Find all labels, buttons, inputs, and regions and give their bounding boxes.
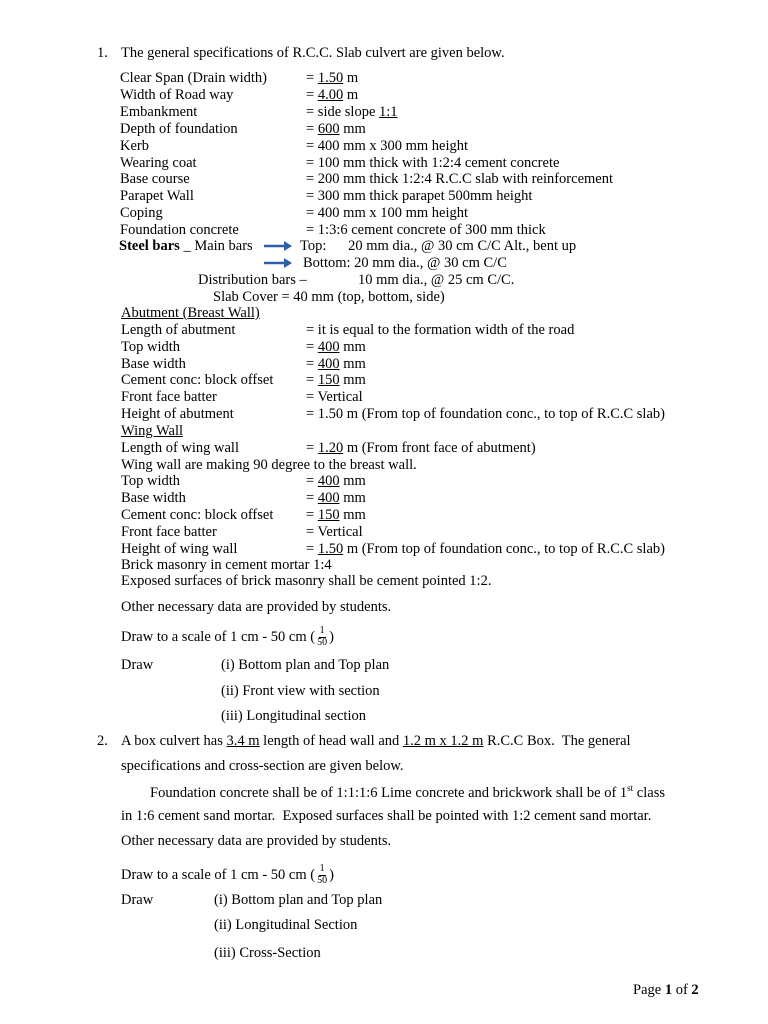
abutment-row-label: Base width [121,355,186,372]
wing-row-value: = 1.50 m (From top of foundation conc., to top of R.C.C slab) [306,540,665,557]
q2-scale-fraction: $\frac{1}{50}$ [317,863,328,886]
spec-row-label: Foundation concrete [120,222,239,239]
spec-row-value: = 4.00 m [306,86,359,103]
q2-draw-item-1: (i) Bottom plan and Top plan [214,892,383,908]
wing-row-value: = 400 mm [306,473,366,489]
abutment-row-value: = 400 mm [306,355,366,372]
abutment-row-label: Cement conc: block offset [121,372,274,389]
q2-line-1: A box culvert has 3.4 m length of head wall and 1.2 m x 1.2 m R.C.C Box. The general [121,733,631,749]
abutment-row-label: Front face batter [121,389,217,406]
spec-row-label: Wearing coat [120,154,197,171]
exposed-surfaces: Exposed surfaces of brick masonry shall be cement pointed 1:2. [121,573,492,589]
q2-scale: Draw to a scale of 1 cm - 50 cm ( $\frac{1}{50}$ ) [121,863,334,886]
top-bars-spec: Top: 20 mm dia., @ 30 cm C/C Alt., bent up [300,238,577,254]
abutment-row-label: Length of abutment [121,322,236,338]
abutment-row-value: = it is equal to the formation width of the road [306,322,575,338]
q2-draw-item-2: (ii) Longitudinal Section [214,917,358,933]
spec-row-label: Width of Road way [120,86,234,103]
q1-draw-item-1: (i) Bottom plan and Top plan [221,657,390,673]
page-total: 2 [691,982,699,998]
abutment-heading: Abutment (Breast Wall) [121,305,260,321]
q2-line-3: Foundation concrete shall be of 1:1:1:6 Lime concrete and brickwork shall be of 1st class [150,783,665,801]
page-current: 1 [664,982,673,998]
wing-row-label: Cement conc: block offset [121,506,274,523]
spec-row-label: Clear Span (Drain width) [120,70,267,86]
wing-length-value: = 1.20 m (From front face of abutment) [306,440,536,456]
distribution-bars-value: 10 mm dia., @ 25 cm C/C. [358,272,515,288]
slab-cover: Slab Cover = 40 mm (top, bottom, side) [213,289,445,305]
q1-other-data: Other necessary data are provided by students. [121,599,392,615]
spec-row-label: Depth of foundation [120,120,238,137]
wing-row-label: Base width [121,489,186,506]
abutment-row-label: Height of abutment [121,406,234,422]
q1-intro: The general specifications of R.C.C. Slab culvert are given below. [121,45,505,61]
arrow-icon-bottom [263,257,293,269]
q2-line-2: specifications and cross-section are given below. [121,758,404,774]
spec-row-value: = 100 mm thick with 1:2:4 cement concrete [306,154,560,171]
distribution-bars-label: Distribution bars – [198,272,307,288]
brick-masonry: Brick masonry in cement mortar 1:4 [121,557,332,573]
spec-row-value: = 1.50 m [306,70,359,86]
spec-row-value: = 1:3:6 cement concrete of 300 mm thick [306,222,546,239]
wing-row-label: Top width [121,473,180,489]
steel-bars-label: Steel bars [119,238,180,254]
arrow-icon-top [263,240,293,252]
wing-wall-heading: Wing Wall [121,423,184,439]
spec-row-label: Coping [120,205,163,222]
q2-line-4: in 1:6 cement sand mortar. Exposed surfaces shall be pointed with 1:2 cement sand mortar. [121,808,652,824]
q1-draw-label: Draw [121,657,154,673]
spec-row-value: = 400 mm x 100 mm height [306,205,469,222]
q1-draw-item-3: (iii) Longitudinal section [221,708,366,724]
spec-row-label: Base course [120,171,190,188]
abutment-row-value: = 150 mm [306,372,366,389]
bottom-bars-spec: Bottom: 20 mm dia., @ 30 cm C/C [303,255,507,271]
spec-row-value: = 400 mm x 300 mm height [306,137,469,154]
spec-row-value: = 300 mm thick parapet 500mm height [306,188,533,205]
q1-scale-fraction: $\frac{1}{50}$ [317,625,328,648]
page-footer: Page 1 of 2 [633,982,699,998]
wing-note: Wing wall are making 90 degree to the breast wall. [121,457,417,473]
q1-scale: Draw to a scale of 1 cm - 50 cm ( $\frac{1}{50}$ ) [121,625,334,648]
spec-row-label: Kerb [120,137,149,154]
abutment-row-value: = Vertical [306,389,363,406]
wing-row-value: = 150 mm [306,506,366,523]
wing-row-label: Front face batter [121,523,217,540]
q1-draw-item-2: (ii) Front view with section [221,683,380,699]
abutment-row-value: = 400 mm [306,338,366,355]
q2-draw-label: Draw [121,892,154,908]
q1-number: 1. [97,45,108,61]
spec-row-value: = 600 mm [306,120,366,137]
spec-row-label: Parapet Wall [120,188,194,205]
spec-row-label: Embankment [120,103,198,120]
wing-row-label: Height of wing wall [121,540,238,557]
q2-draw-item-3: (iii) Cross-Section [214,945,321,961]
wing-length-label: Length of wing wall [121,440,239,456]
spec-row-value: = side slope 1:1 [306,103,398,120]
q2-number: 2. [97,733,108,749]
wing-row-value: = Vertical [306,523,363,540]
main-bars-label: _ Main bars [179,238,253,254]
wing-row-value: = 400 mm [306,489,366,506]
q2-other-data: Other necessary data are provided by students. [121,833,392,849]
abutment-row-label: Top width [121,338,180,355]
abutment-row-value: = 1.50 m (From top of foundation conc., to top of R.C.C slab) [306,406,665,422]
spec-row-value: = 200 mm thick 1:2:4 R.C.C slab with reinforcement [306,171,613,188]
steel-bars-row [119,239,253,254]
